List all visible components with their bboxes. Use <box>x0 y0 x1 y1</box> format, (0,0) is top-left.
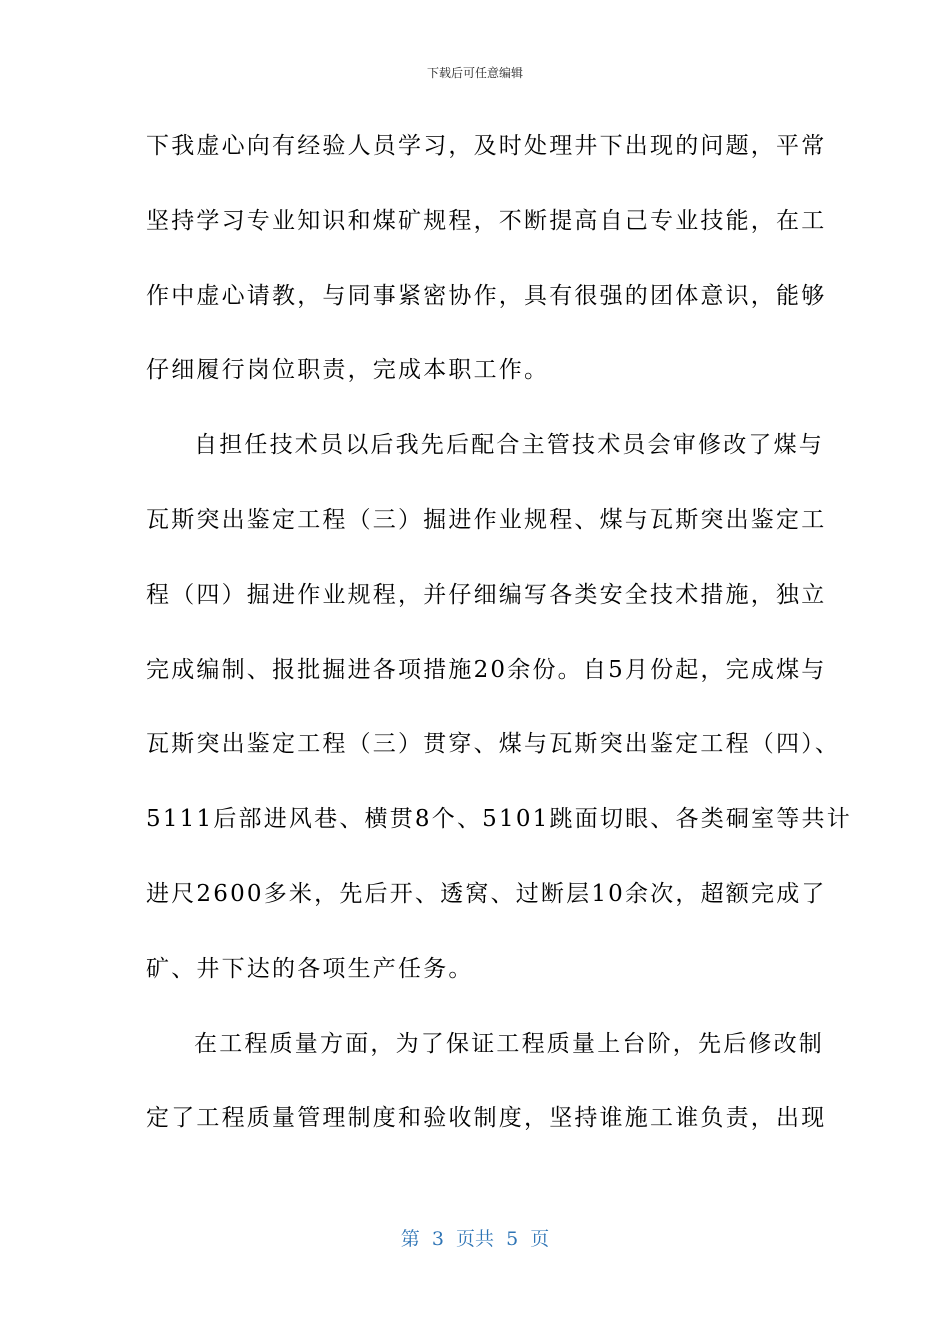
paragraph-first-line: 自担任技术员以后我先后配合主管技术员会审修改了煤与 <box>194 432 824 459</box>
text-line: 5111后部进风巷、横贯8个、5101跳面切眼、各类硐室等共计 <box>146 806 852 833</box>
text-line: 定了工程质量管理制度和验收制度，坚持谁施工谁负责，出现 <box>146 1105 827 1132</box>
text-line: 进尺2600多米，先后开、透窝、过断层10余次，超额完成了 <box>146 880 827 907</box>
text-line: 瓦斯突出鉴定工程（三）贯穿、煤与瓦斯突出鉴定工程（四）、 <box>146 731 841 758</box>
page-header: 下载后可任意编辑 <box>426 66 523 80</box>
page-number-footer: 第 3 页共 5 页 <box>400 1228 550 1250</box>
text-line: 下我虚心向有经验人员学习，及时处理井下出现的问题，平常 <box>146 133 827 159</box>
text-line: 仔细履行岗位职责，完成本职工作。 <box>146 357 550 384</box>
text-line: 矿、井下达的各项生产任务。 <box>146 955 474 982</box>
text-line: 程（四）掘进作业规程，并仔细编写各类安全技术措施，独立 <box>146 581 827 608</box>
text-line: 瓦斯突出鉴定工程（三）掘进作业规程、煤与瓦斯突出鉴定工 <box>146 506 827 533</box>
paragraph-first-line: 在工程质量方面，为了保证工程质量上台阶，先后修改制 <box>194 1030 824 1057</box>
document-body <box>146 124 852 1171</box>
text-line: 作中虚心请教，与同事紧密协作，具有很强的团体意识，能够 <box>146 282 827 309</box>
text-line: 坚持学习专业知识和煤矿规程，不断提高自己专业技能，在工 <box>146 207 827 234</box>
text-line: 完成编制、报批掘进各项措施20余份。自5月份起，完成煤与 <box>146 656 827 683</box>
